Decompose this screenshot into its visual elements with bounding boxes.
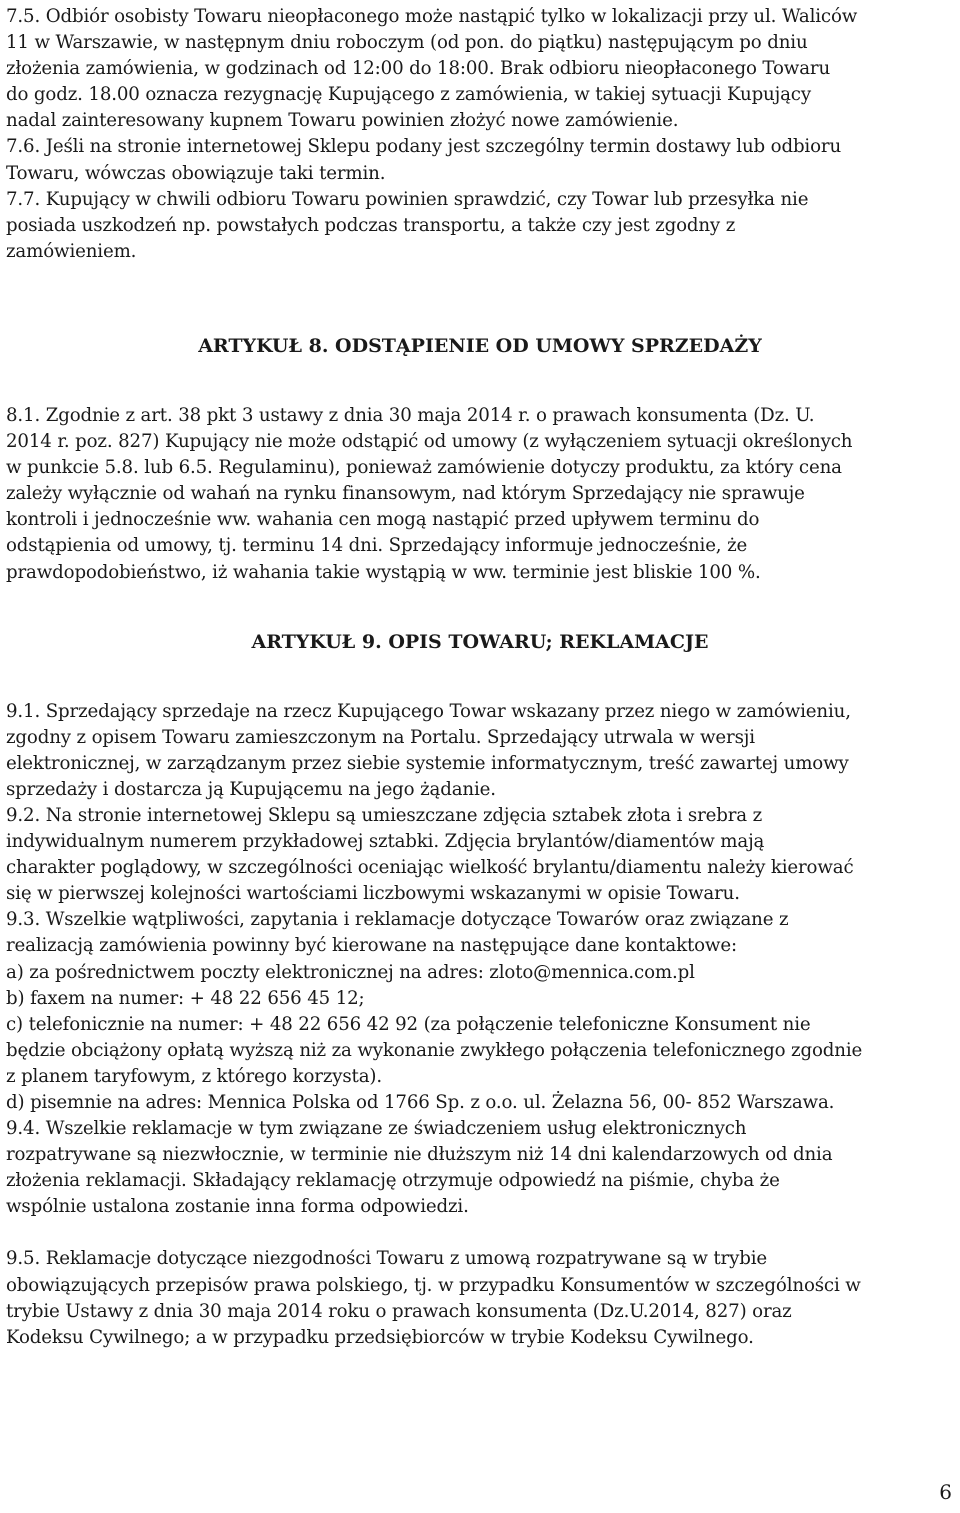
text-line: indywidualnym numerem przykładowej sztabki. Zdjęcia brylantów/diamentów mają [6, 831, 765, 853]
contact-address-line: d) pisemnie na adres: Mennica Polska od 1766 Sp. z o.o. ul. Żelazna 56, 00- 852 Warszawa. [6, 1092, 835, 1113]
text-line: 11 w Warszawie, w następnym dniu roboczym (od pon. do piątku) następującym po dniu [6, 32, 808, 54]
text-line: charakter poglądowy, w szczególności oceniając wielkość brylantu/diamentu należy kierować [6, 857, 854, 879]
text-line: nadal zainteresowany kupnem Towaru powinien złożyć nowe zamówienie. [6, 110, 679, 132]
page-number: 6 [939, 1480, 952, 1504]
section-9-5 [6, 1246, 954, 1350]
section-9-1 [6, 699, 954, 803]
text-line: posiada uszkodzeń np. powstałych podczas transportu, a także czy jest zgodny z [6, 214, 736, 236]
text-line: Kodeksu Cywilnego; a w przypadku przedsiębiorców w trybie Kodeksu Cywilnego. [6, 1326, 754, 1348]
text-line: rozpatrywane są niezwłocznie, w terminie nie dłuższym niż 14 dni kalendarzowych od dnia [6, 1144, 833, 1166]
section-8-1 [6, 403, 954, 586]
contact-fax-line: b) faxem na numer: + 48 22 656 45 12; [6, 987, 365, 1009]
text-line: 7.6. Jeśli na stronie internetowej Sklepu podany jest szczególny termin dostawy lub odbioru [6, 136, 842, 158]
section-7-5 [6, 4, 954, 134]
document-page [6, 4, 954, 1351]
text-line: 9.2. Na stronie internetowej Sklepu są umieszczane zdjęcia sztabek złota i srebra z [6, 804, 763, 826]
text-line: 2014 r. poz. 827) Kupujący nie może odstąpić od umowy (z wyłączeniem sytuacji określonych [6, 431, 853, 453]
contact-phone-line: c) telefonicznie na numer: + 48 22 656 42 92 (za połączenie telefoniczne Konsument nie [6, 1013, 811, 1035]
text-line: zgodny z opisem Towaru zamieszczonym na Portalu. Sprzedający utrwala w wersji [6, 726, 755, 748]
spacer [6, 359, 954, 403]
text-line: elektronicznej, w zarządzanym przez siebie systemie informatycznym, treść zawartej umowy [6, 752, 849, 774]
spacer [6, 265, 954, 333]
section-9-2 [6, 803, 954, 907]
text-line: z planem taryfowym, z którego korzysta). [6, 1065, 382, 1087]
text-line: Towaru, wówczas obowiązuje taki termin. [6, 162, 386, 184]
contact-email-line: a) za pośrednictwem poczty elektronicznej na adres: zloto@mennica.com.pl [6, 961, 695, 983]
spacer [6, 586, 954, 629]
spacer [6, 1220, 954, 1246]
text-line: się w pierwszej kolejności wartościami liczbowymi wskazanymi w opisie Towaru. [6, 883, 740, 905]
text-line: sprzedaży i dostarcza ją Kupującemu na jego żądanie. [6, 778, 496, 800]
text-line: 7.7. Kupujący w chwili odbioru Towaru powinien sprawdzić, czy Towar lub przesyłka nie [6, 188, 809, 210]
section-7-6 [6, 134, 954, 186]
text-line: trybie Ustawy z dnia 30 maja 2014 roku o prawach konsumenta (Dz.U.2014, 827) oraz [6, 1300, 792, 1322]
text-line: zamówieniem. [6, 240, 137, 262]
text-line: 8.1. Zgodnie z art. 38 pkt 3 ustawy z dnia 30 maja 2014 r. o prawach konsumenta (Dz. U. [6, 404, 815, 426]
text-line: obowiązujących przepisów prawa polskiego, tj. w przypadku Konsumentów w szczególności w [6, 1274, 861, 1296]
text-line: zależy wyłącznie od wahań na rynku finansowym, nad którym Sprzedający nie sprawuje [6, 483, 805, 505]
text-line: 9.5. Reklamacje dotyczące niezgodności Towaru z umową rozpatrywane są w trybie [6, 1248, 767, 1270]
text-line: realizacją zamówienia powinny być kierowane na następujące dane kontaktowe: [6, 935, 737, 957]
text-line: wspólnie ustalona zostanie inna forma odpowiedzi. [6, 1196, 469, 1218]
text-line: w punkcie 5.8. lub 6.5. Regulaminu), ponieważ zamówienie dotyczy produktu, za który cena [6, 457, 842, 479]
section-7-7 [6, 187, 954, 265]
article-9-heading: ARTYKUŁ 9. OPIS TOWARU; REKLAMACJE [251, 630, 709, 653]
text-line: kontroli i jednocześnie ww. wahania cen mogą nastąpić przed upływem terminu do [6, 509, 760, 531]
text-line: złożenia zamówienia, w godzinach od 12:00 do 18:00. Brak odbioru nieopłaconego Towaru [6, 58, 831, 80]
text-line: 7.5. Odbiór osobisty Towaru nieopłaconego może nastąpić tylko w lokalizacji przy ul. Waliców [6, 6, 858, 27]
text-line: odstąpienia od umowy, tj. terminu 14 dni. Sprzedający informuje jednocześnie, że [6, 535, 748, 557]
section-9-3 [6, 907, 954, 1116]
text-line: prawdopodobieństwo, iż wahania takie wystąpią w ww. terminie jest bliskie 100 %. [6, 561, 761, 583]
text-line: do godz. 18.00 oznacza rezygnację Kupującego z zamówienia, w takiej sytuacji Kupujący [6, 84, 811, 106]
text-line: złożenia reklamacji. Składający reklamację otrzymuje odpowiedź na piśmie, chyba że [6, 1170, 780, 1192]
text-line: 9.4. Wszelkie reklamacje w tym związane ze świadczeniem usług elektronicznych [6, 1118, 747, 1140]
text-line: 9.1. Sprzedający sprzedaje na rzecz Kupującego Towar wskazany przez niego w zamówieniu, [6, 700, 851, 722]
text-line: będzie obciążony opłatą wyższą niż za wykonanie zwykłego połączenia telefonicznego zgodnie [6, 1039, 863, 1061]
spacer [6, 655, 954, 699]
text-line: 9.3. Wszelkie wątpliwości, zapytania i reklamacje dotyczące Towarów oraz związane z [6, 909, 789, 931]
section-9-4 [6, 1116, 954, 1220]
article-8-heading: ARTYKUŁ 8. ODSTĄPIENIE OD UMOWY SPRZEDAŻY [198, 334, 762, 357]
